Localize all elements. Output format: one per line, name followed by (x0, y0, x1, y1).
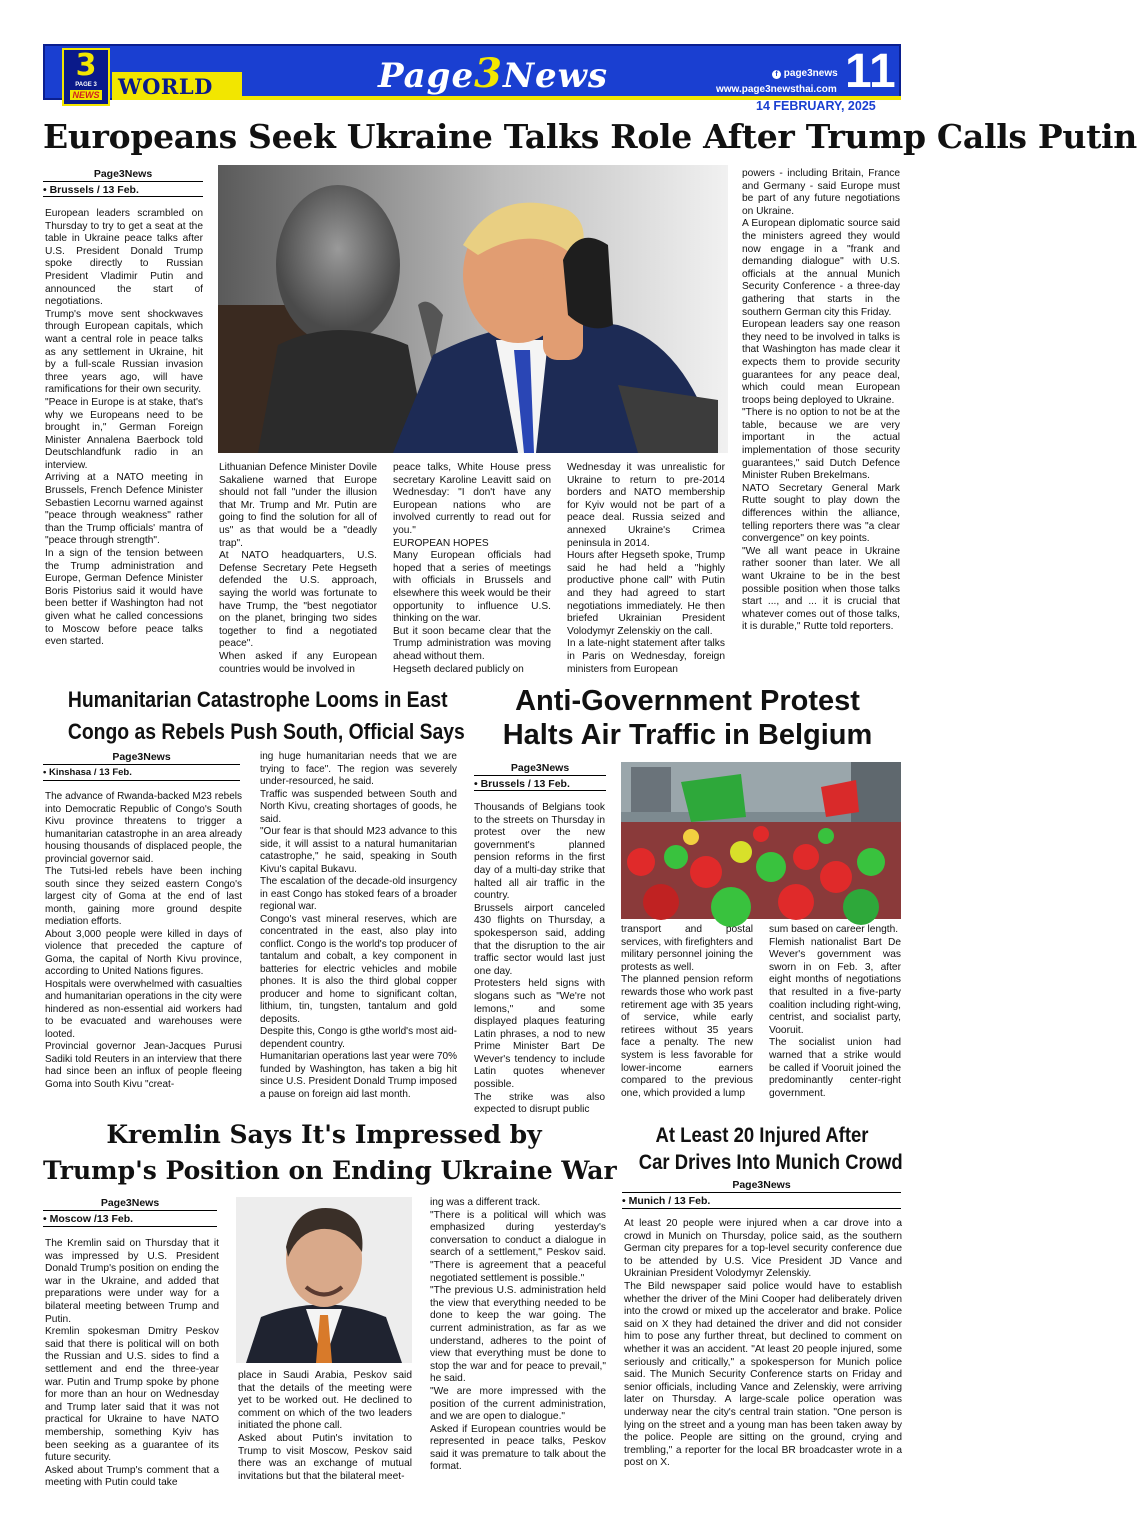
paragraph: Flemish nationalist Bart De Wever's government was sworn in on Feb. 3, after eight months of negotiations that resulted in a five-party coalition including right-wing, centrist, and socialist party, Vooruit. (769, 936, 901, 1036)
story3-headline (475, 684, 900, 752)
paragraph: In a late-night statement after talks in Paris on Wednesday, foreign ministers from European (567, 638, 725, 675)
paragraph: "The previous U.S. administration held the view that everything needed to be done to keep the war going. The current administration, as far as we understand, adheres to the point of view that everything must be done to stop the war and for peace to prevail," he said. (430, 1285, 606, 1385)
paragraph: "There is no option to not be at the table, because we are very important in the actual implementation of those security guarantees," said Dutch Defence Minister Ruben Brekelmans. (742, 407, 900, 482)
byline-location: • Munich / 13 Feb. (622, 1195, 711, 1207)
byline-source: Page3News (43, 168, 203, 182)
story3-col2 (621, 924, 753, 1114)
paragraph: transport and postal services, with firefighters and military personnel joining the protests as well. (621, 924, 753, 973)
story4-byline (43, 1197, 217, 1225)
paragraph: Trump's move sent shockwaves through European capitals, which want a central role in peace talks as any settlement in Ukraine, hit by a full-scale Russian invasion three years ago, will have ramifications for their own security. (45, 308, 203, 396)
story2-headline-line1: Humanitarian Catastrophe Looms in East (67, 687, 448, 712)
byline-location: • Moscow /13 Feb. (43, 1213, 134, 1225)
story3-byline (474, 762, 606, 790)
paragraph: ing huge humanitarian needs that we are trying to face". The region was severely under-resourced, he said. (260, 751, 457, 787)
paragraph: "Peace in Europe is at stake, that's why we Europeans need to be brought in," German Foreign Minister Annalena Baerbock told Deutschlandfunk radio in an interview. (45, 396, 203, 471)
byline-location: • Brussels / 13 Feb. (474, 778, 570, 790)
paragraph: EUROPEAN HOPES (393, 537, 489, 549)
trump-phone-photo (218, 165, 728, 453)
logo-sub2: NEWS (70, 90, 102, 100)
byline-source: Page3News (474, 762, 606, 776)
paragraph: powers - including Britain, France and Germany - said Europe must be part of any future negotiations on Ukraine. (742, 168, 900, 217)
paragraph: European leaders say one reason they need to be involved in talks is that Washington has made clear it expects them to provide security guarantees for any peace deal, which could mean European troops being deployed to Ukraine. (742, 319, 900, 406)
social-text: page3news (783, 68, 838, 79)
protest-crowd-photo-icon (621, 762, 901, 919)
logo-number: 3 (75, 48, 97, 83)
paragraph: Hospitals were overwhelmed with casualties and humanitarian operations in the city were hindered as non-essential aid workers had to be evacuated and warehouses were looted. (45, 978, 242, 1040)
peskov-portrait-photo-icon (236, 1197, 412, 1363)
story2-byline (43, 751, 240, 778)
story1-col5 (742, 168, 900, 670)
paragraph: Asked about Putin's invitation to Trump to visit Moscow, Peskov said there was an exchange of mutual invitations but that the bilateral meet- (238, 1432, 412, 1482)
story3-col3 (769, 924, 901, 1114)
protest-crowd-photo (621, 762, 901, 919)
story4-col2 (238, 1370, 412, 1490)
story5-col1 (624, 1218, 902, 1488)
paragraph: Kremlin spokesman Dmitry Peskov said that there is political will on both the Russian and U.S. sides to find a settlement and end the three-year war. Putin and Trump spoke by phone for more than an hour on Wednesday and Trump later said that it was not practical for Ukraine to have NATO membership, something Kyiv has been seeking as a guarantee of its future security. (45, 1326, 219, 1464)
paragraph: A European diplomatic source said the ministers agreed they would now engage in a "frank and demanding dialogue" with U.S. officials at the annual Munich Security Conference - a three-day gathering that starts in the southern German city this Friday. (742, 218, 900, 318)
story5-headline (638, 1122, 903, 1176)
byline-location: • Brussels / 13 Feb. (43, 184, 139, 196)
story4-col1 (45, 1238, 219, 1490)
logo-sub1: PAGE 3 (75, 82, 97, 88)
paragraph: At NATO headquarters, U.S. Defense Secretary Pete Hegseth defended the U.S. approach, saying the world was fortunate to have Trump, the "best negotiator on the planet, bringing two sides together to find a negotiated peace". (219, 550, 377, 650)
social-handle (772, 68, 838, 79)
paragraph: Wednesday it was unrealistic for Ukraine to return to pre-2014 borders and NATO membership for Kyiv would not be part of a peace deal. Russia seized and annexed Ukraine's Crimea peninsula in 2014. (567, 462, 725, 549)
paragraph: NATO Secretary General Mark Rutte sought to play down the differences within the alliance, telling reporters there was "a clear convergence" on key points. (742, 482, 900, 545)
paragraph: The advance of Rwanda-backed M23 rebels into Democratic Republic of Congo's South Kivu province threatens to trigger a humanitarian catastrophe in an area already housing thousands of displaced people, the provincial governor said. (45, 791, 242, 865)
paragraph: Lithuanian Defence Minister Dovile Sakaliene warned that Europe should not fall "under the illusion that Mr. Trump and Mr. Putin are going to find the solution for all of us" as that would be a "deadly trap". (219, 462, 377, 549)
paragraph: "We are more impressed with the position of the current administration, and we are open to dialogue." (430, 1385, 606, 1423)
byline-location: • Kinshasa / 13 Feb. (43, 767, 132, 778)
story2-headline-line2: Congo as Rebels Push South, Official Says (67, 719, 465, 744)
story2-col1 (45, 791, 242, 1117)
story2-headline (67, 684, 465, 748)
story1-col3 (393, 462, 551, 680)
paragraph: Many European officials had hoped that a series of meetings with officials in Brussels and elsewhere this week would be their opportunity to influence U.S. thinking on the war. (393, 550, 551, 625)
masthead-right: News (502, 56, 609, 96)
paragraph: place in Saudi Arabia, Peskov said that the details of the meeting were yet to be worked out. He declined to comment on which of the two leaders initiated the phone call. (238, 1370, 412, 1432)
paragraph: The Tutsi-led rebels have been inching south since they seized eastern Congo's largest city of Goma at the end of last month, gaining more ground despite mediation efforts. (45, 866, 242, 927)
paragraph: Asked about Trump's comment that a meeting with Putin could take (45, 1464, 219, 1489)
story4-headline-line1: Kremlin Says It's Impressed by (106, 1120, 542, 1149)
story1-col1 (45, 208, 203, 686)
paragraph: In a sign of the tension between the Trump administration and Europe, German Defence Minister Boris Pistorius said it would have been better if Washington had not given what he called concessions to Moscow before peace talks even started. (45, 548, 203, 648)
story1-col4 (567, 462, 725, 680)
paragraph: About 3,000 people were killed in days of violence that preceded the capture of Goma, the capital of North Kivu province, according to United Nations figures. (45, 928, 242, 977)
byline-rule (43, 196, 203, 197)
masthead (378, 50, 608, 97)
story1-col2 (219, 462, 377, 680)
paragraph: The socialist union had warned that a strike would be called if Vooruit joined the predominantly center-right government. (769, 1037, 901, 1099)
page-number: 11 (845, 45, 896, 98)
paragraph: Protesters held signs with slogans such as "We're not lemons," and some displayed plaques featuring Latin phrases, a nod to new Prime Minister Bart De Wever's tendency to include Latin quotes whenever possible. (474, 978, 605, 1091)
story5-headline-line2: Car Drives Into Munich Crowd (638, 1151, 903, 1174)
paragraph: European leaders scrambled on Thursday to try to get a seat at the table in Ukraine peace talks after U.S. President Donald Trump spoke directly to Russian President Vladimir Putin and announced the start of negotiations. (45, 208, 203, 308)
peskov-portrait-photo (236, 1197, 412, 1363)
paragraph: peace talks, White House press secretary Karoline Leavitt said on Wednesday: "I don't have any European nations who are involved currently to read out for you." (393, 462, 551, 536)
website[interactable]: www.page3newsthai.com (716, 84, 837, 95)
masthead-left: Page (378, 56, 475, 96)
byline-rule (474, 790, 606, 791)
byline-rule (43, 780, 240, 781)
facebook-icon: f (772, 70, 781, 79)
byline-source: Page3News (622, 1179, 901, 1193)
story1-headline: Europeans Seek Ukraine Talks Role After Trump Calls Putin (43, 117, 1137, 156)
byline-source: Page3News (43, 751, 240, 765)
story2-col2 (260, 751, 457, 1117)
paragraph: "There is a political will which was emphasized during yesterday's conversation to conduct a dialogue in search of a settlement," Peskov said. "There is agreement that a peaceful negotiated settlement is possible." (430, 1209, 606, 1284)
paragraph: Arriving at a NATO meeting in Brussels, French Defence Minister Sebastien Lecornu warned against "peace through weakness" rather than the Trump officials' mantra of "peace through strength". (45, 472, 203, 547)
masthead-num: 3 (474, 50, 503, 97)
issue-date: 14 FEBRUARY, 2025 (756, 99, 876, 113)
story5-headline-line1: At Least 20 Injured After (655, 1124, 869, 1147)
paragraph: The planned pension reform rewards those who work past retirement age with 35 years of service, while early retirees without 35 years face a penalty. The new system is less favorable for lower-income earners compared to the previous one, which provided a lump (621, 974, 753, 1099)
byline-source: Page3News (43, 1197, 217, 1211)
story4-headline (43, 1117, 617, 1189)
story3-headline-line2: Halts Air Traffic in Belgium (502, 719, 873, 751)
paragraph: Asked if European countries would be represented in peace talks, Peskov said it was premature to talk about the format. (430, 1423, 606, 1473)
byline-rule (43, 1226, 217, 1227)
story4-headline-line2: Trump's Position on Ending Ukraine War (43, 1156, 617, 1185)
paragraph: The Bild newspaper said police would have to establish whether the driver of the Mini Cooper had deliberately driven into the crowd or mixed up the accelerator and brake. Police said on X they had detained the driver and did not consider him to pose any further threat, but declined to comment on whether it was an accident. "At least 20 people injured, some seriously and critically," a spokesperson for Munich police said. The Munich Security Conference starts on Friday and senior officials, including Vance and Zelenskiy, were arriving later on Thursday. A large-scale police operation was underway near the city's central train station. "One person is lying on the street and a young man has been taken away by the police. People are sitting on the ground, crying and trembling," a reporter for the local BR broadcaster wrote in a post on X. (624, 1280, 902, 1469)
paragraph: sum based on career length. (769, 924, 899, 935)
paragraph: ing was a different track. (430, 1197, 541, 1208)
paragraph: Hours after Hegseth spoke, Trump said he had held a "highly productive phone call" with Putin and they had agreed to start negotiations immediately. He then briefed Ukrainian President Volodymyr Zelenskiy on the call. (567, 550, 725, 637)
story3-col1 (474, 802, 605, 1114)
paragraph: Traffic was suspended between South and North Kivu, creating shortages of goods, he said. (260, 788, 457, 825)
paragraph: Hegseth declared publicly on (393, 663, 524, 675)
paragraph: Thousands of Belgians took to the streets on Thursday in protest over the new government's planned pension reforms in the first day of a multi-day strike that halted all air traffic in the country. (474, 802, 605, 902)
paragraph: The strike was also expected to disrupt public (474, 1091, 605, 1116)
paragraph: When asked if any European countries would be involved in (219, 650, 377, 675)
paragraph: "We all want peace in Ukraine rather sooner than later. We all want Ukraine to be in the best possible position when those talks start ..., and ... it is crucial that whatever comes out of those talks, it is durable," Rutte told reporters. (742, 545, 900, 633)
logo (62, 48, 110, 106)
section-label: WORLD (118, 74, 213, 99)
paragraph: At least 20 people were injured when a car drove into a crowd in Munich on Thursday, police said, as the southern German city prepares for a top-level security conference due to be attended by U.S. Vice President JD Vance and Ukrainian President Volodymyr Zelenskiy. (624, 1218, 902, 1280)
paragraph: Provincial governor Jean-Jacques Purusi Sadiki told Reuters in an interview that there had since been an influx of people fleeing Goma into South Kivu "creat- (45, 1041, 242, 1090)
trump-phone-photo-icon (218, 165, 728, 453)
paragraph: Brussels airport canceled 430 flights on Thursday, a spokesperson said, adding that the disruption to the air traffic sector would last just one day. (474, 902, 605, 977)
paragraph: The Kremlin said on Thursday that it was impressed by U.S. President Donald Trump's position on ending the war in the Ukraine, and added that preparations were under way for a bilateral meeting between Trump and Putin. (45, 1238, 219, 1325)
story4-col3 (430, 1197, 606, 1487)
paragraph: Congo's vast mineral reserves, which are concentrated in the east, also play into conflict. Congo is the world's top producer of tantalum and cobalt, a key component in batteries for electric vehicles and mobile phones. It is also the third global copper producer and home to significant coltan, lithium, tin, tungsten, tantalum and gold deposits. (260, 913, 457, 1025)
paragraph: Despite this, Congo is gthe world's most aid-dependent country. (260, 1026, 457, 1050)
paragraph: The escalation of the decade-old insurgency in east Congo has stoked fears of a broader regional war. (260, 876, 457, 912)
byline-rule (622, 1208, 901, 1209)
paragraph: "Our fear is that should M23 advance to this side, it will assist to a natural humanitarian catastrophe," he said, speaking in South Kivu's capital Bukavu. (260, 826, 457, 875)
story5-byline (622, 1179, 901, 1207)
story1-byline (43, 168, 203, 196)
paragraph: But it soon became clear that the Trump administration was moving ahead without them. (393, 625, 551, 662)
paragraph: Humanitarian operations last year were 70% funded by Washington, has taken a big hit since U.S. President Donald Trump imposed a pause on foreign aid last month. (260, 1051, 457, 1100)
story3-headline-line1: Anti-Government Protest (515, 685, 860, 717)
